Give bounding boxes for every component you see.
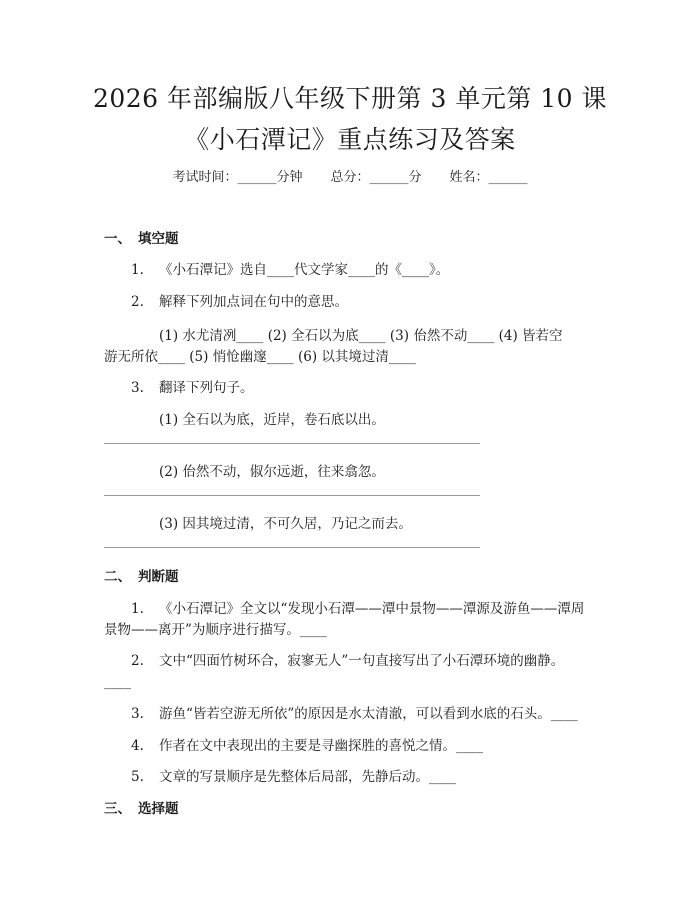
judge-question-2 (131, 651, 564, 671)
section-number: 一、 (104, 231, 131, 247)
judge-question-4 (131, 736, 483, 756)
page-title-line1: 2026 年部编版八年级下册第 3 单元第 10 课 (92, 84, 608, 113)
question-number: 2. (131, 653, 144, 669)
fill-question-2 (131, 292, 348, 312)
question-text: 游鱼“皆若空游无所依”的原因是水太清澈，可以看到水底的石头。____ (159, 706, 578, 722)
question-number: 2. (131, 294, 144, 310)
section-title: 选择题 (138, 801, 179, 817)
section-title: 判断题 (138, 569, 179, 585)
question-text: 解释下列加点词在句中的意思。 (159, 294, 348, 310)
exam-score-field: 总分：______分 (330, 170, 422, 185)
fill-question-2-items-line1: (1) 水尤清冽____ (2) 全石以为底____ (3) 佁然不动____ (4) 皆若空 (159, 328, 563, 344)
page-title-line2: 《小石潭记》重点练习及答案 (184, 125, 516, 154)
judge-question-1-line2: 景物——离开”为顺序进行描写。____ (104, 622, 327, 638)
question-number: 3. (131, 380, 144, 396)
question-number: 1. (131, 601, 144, 617)
question-number: 1. (131, 262, 144, 278)
fill-question-3 (131, 378, 254, 398)
exam-name-field: 姓名：______ (449, 170, 528, 185)
translate-sentence-1: (1) 全石以为底，近岸，卷石底以出。 (159, 412, 385, 428)
question-number: 3. (131, 706, 144, 722)
section-judge-heading (104, 567, 179, 587)
section-title: 填空题 (138, 231, 179, 247)
question-text: 《小石潭记》选自____代文学家____的《____》。 (159, 262, 450, 278)
question-text: 《小石潭记》全文以“发现小石潭——潭中景物——潭源及游鱼——潭周 (159, 601, 585, 617)
answer-line-1 (104, 443, 480, 444)
answer-line-2 (104, 495, 480, 496)
question-text: 文章的写景顺序是先整体后局部，先静后动。____ (159, 769, 456, 785)
translate-sentence-3: (3) 因其境过清，不可久居，乃记之而去。 (159, 516, 412, 532)
fill-question-2-items-line2: 游无所依____ (5) 悄怆幽邃____ (6) 以其境过清____ (104, 349, 416, 365)
judge-question-5 (131, 767, 456, 787)
judge-question-2-line2: ____ (104, 674, 131, 690)
section-choice-heading (104, 799, 179, 819)
section-fill-heading (104, 229, 179, 249)
translate-sentence-2: (2) 佁然不动，俶尔远逝，往来翕忽。 (159, 464, 385, 480)
section-number: 二、 (104, 569, 131, 585)
exam-time-field: 考试时间：______分钟 (172, 170, 303, 185)
fill-question-1 (131, 260, 449, 280)
question-number: 5. (131, 769, 144, 785)
judge-question-3 (131, 704, 578, 724)
question-text: 作者在文中表现出的主要是寻幽探胜的喜悦之情。____ (159, 738, 483, 754)
judge-question-1 (131, 599, 584, 619)
answer-line-3 (104, 547, 480, 548)
exam-info (0, 168, 700, 188)
question-number: 4. (131, 738, 144, 754)
question-text: 翻译下列句子。 (159, 380, 254, 396)
section-number: 三、 (104, 801, 131, 817)
question-text: 文中“四面竹树环合，寂寥无人”一句直接写出了小石潭环境的幽静。 (159, 653, 565, 669)
